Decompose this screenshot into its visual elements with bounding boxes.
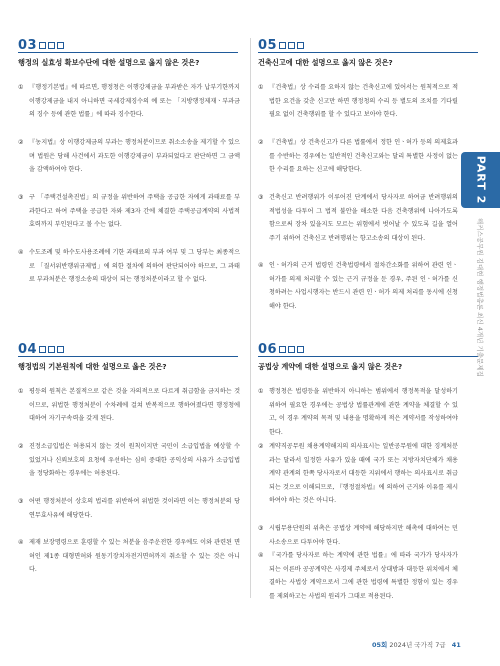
column-divider bbox=[250, 38, 251, 598]
part-tab[interactable] bbox=[461, 152, 500, 208]
part-tab-label: PART 2 bbox=[474, 155, 487, 205]
option-marker: ④ bbox=[258, 552, 264, 559]
option-marker: ② bbox=[258, 443, 264, 450]
header-rule bbox=[258, 52, 478, 53]
checkbox-icon[interactable] bbox=[57, 346, 64, 353]
question-title: 건축신고에 대한 설명으로 옳지 않은 것은? bbox=[258, 58, 393, 67]
option-3 bbox=[258, 191, 458, 245]
option-text: 어떤 행정처분이 상호의 법리를 위반하여 위법한 것이라면 이는 행정처분의 당연무효사유에 해당한다. bbox=[29, 498, 240, 519]
option-marker: ③ bbox=[18, 498, 24, 505]
option-marker: ③ bbox=[258, 194, 264, 201]
question-header bbox=[18, 342, 240, 356]
option-marker: ④ bbox=[18, 249, 24, 256]
option-3 bbox=[258, 522, 458, 549]
question-number: 05 bbox=[258, 37, 278, 53]
checkbox-icon[interactable] bbox=[57, 42, 64, 49]
option-text: 구 「주택건설촉진법」의 규정을 위반하여 주택을 공급한 자에게 과태료를 부과한다고 하여 주택을 공급한 자와 제3자 간에 체결한 주택공급계약의 사법적 효력까지 부인된다고 볼 수는 없다. bbox=[29, 194, 240, 228]
header-rule bbox=[258, 356, 478, 357]
option-3 bbox=[18, 191, 240, 232]
option-text: 제재 보장명령으로 훈령할 수 있는 처분을 음주운전한 경우에도 이와 관련된 면허인 제1종 대형면허와 원동기장치자전거면허까지 취소할 수 있는 것은 아니다. bbox=[29, 539, 240, 573]
option-1 bbox=[18, 81, 240, 122]
question-04 bbox=[18, 342, 240, 632]
option-marker: ② bbox=[258, 139, 264, 146]
checkbox-icon[interactable] bbox=[297, 346, 304, 353]
option-text: 행정청은 법령등을 위반하지 아니하는 범위에서 행정목적을 달성하기 위하여 필요한 경우에는 공법상 법률관계에 관한 계약을 체결할 수 있고, 이 경우 계약의 목적 및 내용을 명확하게 적은 계약서를 작성하여야 한다. bbox=[269, 388, 458, 436]
side-caption bbox=[475, 218, 487, 428]
question-03 bbox=[18, 38, 240, 338]
question-title: 행정법의 기본원칙에 대한 설명으로 옳은 것은? bbox=[18, 362, 167, 371]
option-4 bbox=[18, 246, 240, 287]
option-2 bbox=[258, 440, 458, 508]
checkbox-icon[interactable] bbox=[288, 346, 295, 353]
question-05 bbox=[258, 38, 480, 338]
option-marker: ④ bbox=[258, 262, 264, 269]
option-marker: ① bbox=[18, 84, 24, 91]
option-text: 수도조례 및 하수도사용조례에 기한 과태료의 부과 여부 및 그 당부는 최종적으로 「질서위반행위규제법」에 의한 절차에 의하여 판단되어야 하므로, 그 과태료 부과처분은 행정소송의 대상이 되는 행정처분이라고 할 수 없다. bbox=[29, 249, 240, 283]
checkbox-icon[interactable] bbox=[48, 42, 55, 49]
option-2 bbox=[18, 136, 240, 177]
side-caption-text: 해커스공무원 김대현 행정법총론 최신 4개년 기출문제집 bbox=[476, 218, 484, 377]
checkbox-icon[interactable] bbox=[288, 42, 295, 49]
option-text: 『국가를 당사자로 하는 계약에 관한 법률』에 따라 국가가 당사자가 되는 이른바 공공계약은 사경제 주체로서 상대방과 대등한 위치에서 체결하는 사법상 계약으로서 그에 관한 법령에 특별한 정함이 있는 경우를 제외하고는 사법의 원리가 그대로 적용된다. bbox=[269, 552, 458, 600]
option-2 bbox=[258, 136, 458, 177]
footer-round: 05회 bbox=[372, 641, 388, 649]
option-1 bbox=[258, 385, 458, 439]
option-text: 시립무용단원의 위촉은 공법상 계약에 해당하지만 해촉에 대하여는 민사소송으로 다투어야 한다. bbox=[269, 525, 458, 546]
question-number: 03 bbox=[18, 37, 38, 53]
option-text: 진정소급입법은 허용되지 않는 것이 원칙이지만 국민이 소급입법을 예상할 수 있었거나 신뢰보호의 요청에 우선하는 심히 중대한 공익상의 사유가 소급입법을 정당화하는 경우에는 허용된다. bbox=[29, 443, 240, 477]
option-4 bbox=[258, 259, 458, 313]
option-4 bbox=[258, 549, 458, 603]
option-marker: ② bbox=[18, 443, 24, 450]
option-marker: ③ bbox=[258, 525, 264, 532]
option-marker: ② bbox=[18, 139, 24, 146]
option-text: 인ㆍ허가의 근거 법령인 건축법령에서 절차간소화를 위하여 관련 인ㆍ허가를 의제 처리할 수 있는 근거 규정을 둔 경우, 주된 인ㆍ허가를 신청하려는 사업시행자는 반드시 관련 인ㆍ허가 의제 처리를 동시에 신청해야 한다. bbox=[269, 262, 458, 310]
checkbox-icon[interactable] bbox=[297, 42, 304, 49]
checkbox-icon[interactable] bbox=[39, 346, 46, 353]
option-text: 『건축법』상 수리를 요하지 않는 건축신고에 있어서는 원칙적으로 적법한 요건을 갖춘 신고만 하면 행정청의 수리 등 별도의 조치를 기다릴 필요 없이 건축행위를 할 수 있다고 보아야 한다. bbox=[269, 84, 458, 118]
option-text: 건축신고 반려행위가 이루어진 단계에서 당사자로 하여금 반려행위의 적법성을 다투어 그 법적 불안을 해소한 다음 건축행위에 나아가도록 함으로써 장차 있을지도 모르는 위험에서 벗어날 수 있도록 길을 열어주기 위하여 건축신고 반려행위는 항고소송의 대상이 된다. bbox=[269, 194, 458, 242]
option-2 bbox=[18, 440, 240, 481]
question-header bbox=[18, 38, 240, 52]
option-text: 평등의 원칙은 본질적으로 같은 것을 자의적으로 다르게 취급함을 금지하는 것이므로, 위법한 행정처분이 수차례에 걸쳐 반복적으로 행하여졌다면 행정청에 대하여 자기구속력을 갖게 된다. bbox=[29, 388, 240, 422]
option-text: 계약직공무원 채용계약해지의 의사표시는 일반공무원에 대한 징계처분과는 달라서 일정한 사유가 있을 때에 국가 또는 지방자치단체가 채용계약 관계의 한쪽 당사자로서 대등한 지위에서 행하는 의사표시로 취급되는 것으로 이해되므로, 『행정절차법』에 의하여 근거와 이유를 제시하여야 하는 것은 아니다. bbox=[269, 443, 458, 504]
footer-exam: 2024년 국가직 7급 bbox=[389, 641, 446, 649]
question-number: 04 bbox=[18, 341, 38, 357]
checkbox-icon[interactable] bbox=[279, 346, 286, 353]
option-text: 『건축법』상 건축신고가 다른 법률에서 정한 인ㆍ허가 등의 의제효과를 수반하는 경우에는 일반적인 건축신고와는 달리 특별한 사정이 없는 한 수리를 요하는 신고에 해당한다. bbox=[269, 139, 458, 173]
question-title: 공법상 계약에 대한 설명으로 옳지 않은 것은? bbox=[258, 362, 403, 371]
header-rule bbox=[18, 52, 238, 53]
page-number: 41 bbox=[451, 641, 461, 649]
option-text: 『농지법』상 이행강제금의 부과는 행정처분이므로 취소소송을 제기할 수 있으며 법원은 당해 사건에서 과도한 이행강제금이 부과되었다고 판단하면 그 금액을 감액하여야 한다. bbox=[29, 139, 240, 173]
option-1 bbox=[258, 81, 458, 122]
option-marker: ③ bbox=[18, 194, 24, 201]
option-text: 『행정기본법』에 따르면, 행정청은 이행강제금을 부과받은 자가 납부기한까지 이행강제금을 내지 아니하면 국세강제징수의 예 또는 「지방행정제재ㆍ부과금의 징수 등에 관한 법률」에 따라 징수한다. bbox=[29, 84, 240, 118]
page-footer bbox=[372, 640, 461, 649]
checkbox-icon[interactable] bbox=[279, 42, 286, 49]
option-marker: ④ bbox=[18, 539, 24, 546]
checkbox-icon[interactable] bbox=[48, 346, 55, 353]
option-marker: ① bbox=[18, 388, 24, 395]
question-title: 행정의 실효성 확보수단에 대한 설명으로 옳지 않은 것은? bbox=[18, 58, 200, 67]
option-3 bbox=[18, 495, 240, 522]
question-header bbox=[258, 38, 480, 52]
option-marker: ① bbox=[258, 388, 264, 395]
question-number: 06 bbox=[258, 341, 278, 357]
checkbox-icon[interactable] bbox=[39, 42, 46, 49]
option-marker: ① bbox=[258, 84, 264, 91]
header-rule bbox=[18, 356, 238, 357]
question-06 bbox=[258, 342, 480, 632]
option-4 bbox=[18, 536, 240, 577]
option-1 bbox=[18, 385, 240, 426]
question-header bbox=[258, 342, 480, 356]
